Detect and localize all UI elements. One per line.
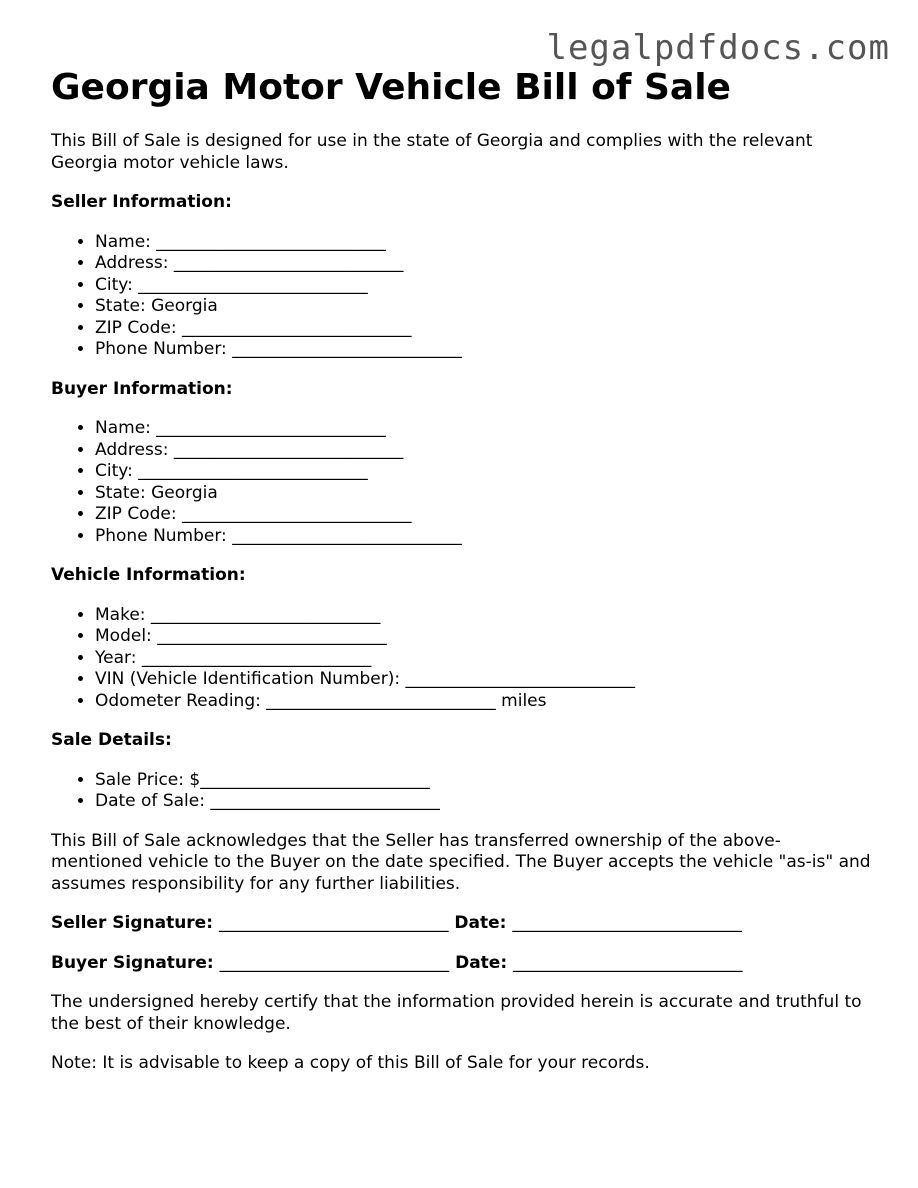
seller-phone-label: Phone Number: [95,339,227,359]
buyer-phone-blank: ___________________________ [232,525,462,546]
sale-heading: Sale Details: [51,730,172,750]
intro-paragraph: This Bill of Sale is designed for use in the state of Georgia and complies with the relevant Georgia motor vehicle laws. [51,131,813,173]
seller-city-label: City: [95,274,133,295]
sale-date-blank: ___________________________ [210,791,440,811]
buyer-name-label: Name: [95,418,151,438]
seller-signature-label: Seller Signature: [51,913,214,933]
vehicle-field-list [51,605,871,713]
buyer-date-label: Date: [455,952,508,973]
buyer-address-blank: ___________________________ [173,439,404,460]
vehicle-make-blank: ___________________________ [150,604,381,625]
vehicle-vin-blank: ___________________________ [405,669,636,689]
vehicle-model-field [95,626,871,648]
seller-city-field [95,275,871,297]
buyer-signature-line [51,953,871,975]
watermark: legalpdfdocs.com [546,28,890,68]
certification-paragraph: The undersigned hereby certify that the information provided herein is accurate and truthful to the best of their knowledge. [51,992,862,1034]
seller-field-list [51,232,871,361]
vehicle-heading: Vehicle Information: [51,565,246,585]
seller-date-label: Date: [454,913,507,933]
seller-name-blank: ___________________________ [156,231,386,252]
buyer-address-field [95,440,871,462]
vehicle-year-field [95,648,871,670]
seller-state-text: State: Georgia [95,296,218,316]
buyer-city-field [95,461,871,483]
seller-phone-blank: ___________________________ [232,339,462,359]
buyer-city-label: City: [95,461,133,481]
buyer-date-blank: ___________________________ [513,952,743,973]
vehicle-vin-field [95,669,871,691]
vehicle-odometer-unit: miles [501,690,547,711]
sale-date-label: Date of Sale: [95,791,205,811]
buyer-signature-blank: ___________________________ [219,952,450,973]
buyer-state-text: State: Georgia [95,482,218,503]
vehicle-year-blank: ___________________________ [141,647,372,668]
buyer-phone-field [95,526,871,548]
seller-address-label: Address: [95,253,169,273]
buyer-field-list [51,418,871,547]
seller-city-blank: ___________________________ [138,274,368,295]
sale-price-label: Sale Price: $ [95,769,201,790]
buyer-city-blank: ___________________________ [138,461,368,481]
sale-date-field [95,791,871,813]
vehicle-make-field [95,605,871,627]
vehicle-odometer-blank: ___________________________ [266,690,496,711]
document-page [51,62,871,1075]
seller-heading: Seller Information: [51,192,232,212]
vehicle-model-blank: ___________________________ [157,626,387,646]
sale-field-list [51,770,871,813]
vehicle-odometer-label: Odometer Reading: [95,690,261,711]
seller-address-field [95,253,871,275]
buyer-signature-label: Buyer Signature: [51,952,214,973]
seller-zip-blank: ___________________________ [181,317,412,338]
buyer-name-blank: ___________________________ [156,418,386,438]
seller-name-label: Name: [95,231,151,252]
buyer-phone-label: Phone Number: [95,525,227,546]
note-paragraph: Note: It is advisable to keep a copy of this Bill of Sale for your records. [51,1053,650,1073]
seller-signature-blank: ___________________________ [218,913,449,933]
vehicle-year-label: Year: [95,647,137,668]
buyer-zip-field [95,504,871,526]
sale-price-field [95,770,871,792]
vehicle-odometer-field [95,691,871,713]
seller-signature-line [51,913,871,935]
seller-zip-label: ZIP Code: [95,317,177,338]
buyer-address-label: Address: [95,439,169,460]
vehicle-vin-label: VIN (Vehicle Identification Number): [95,669,401,689]
sale-price-blank: ___________________________ [200,769,430,790]
page-title: Georgia Motor Vehicle Bill of Sale [51,67,731,108]
buyer-heading: Buyer Information: [51,378,233,399]
seller-name-field [95,232,871,254]
buyer-state-field [95,483,871,505]
acknowledgement-paragraph: This Bill of Sale acknowledges that the Seller has transferred ownership of the above-mentioned vehicle to the Buyer on the date specified. The Buyer accepts the vehicle "as-is" and assumes responsibility for any further liabilities. [51,830,871,894]
buyer-name-field [95,418,871,440]
vehicle-make-label: Make: [95,604,146,625]
seller-zip-field [95,318,871,340]
buyer-zip-label: ZIP Code: [95,504,177,524]
seller-address-blank: ___________________________ [173,253,404,273]
seller-date-blank: ___________________________ [512,913,742,933]
vehicle-model-label: Model: [95,626,152,646]
seller-phone-field [95,339,871,361]
seller-state-field [95,296,871,318]
buyer-zip-blank: ___________________________ [181,504,412,524]
